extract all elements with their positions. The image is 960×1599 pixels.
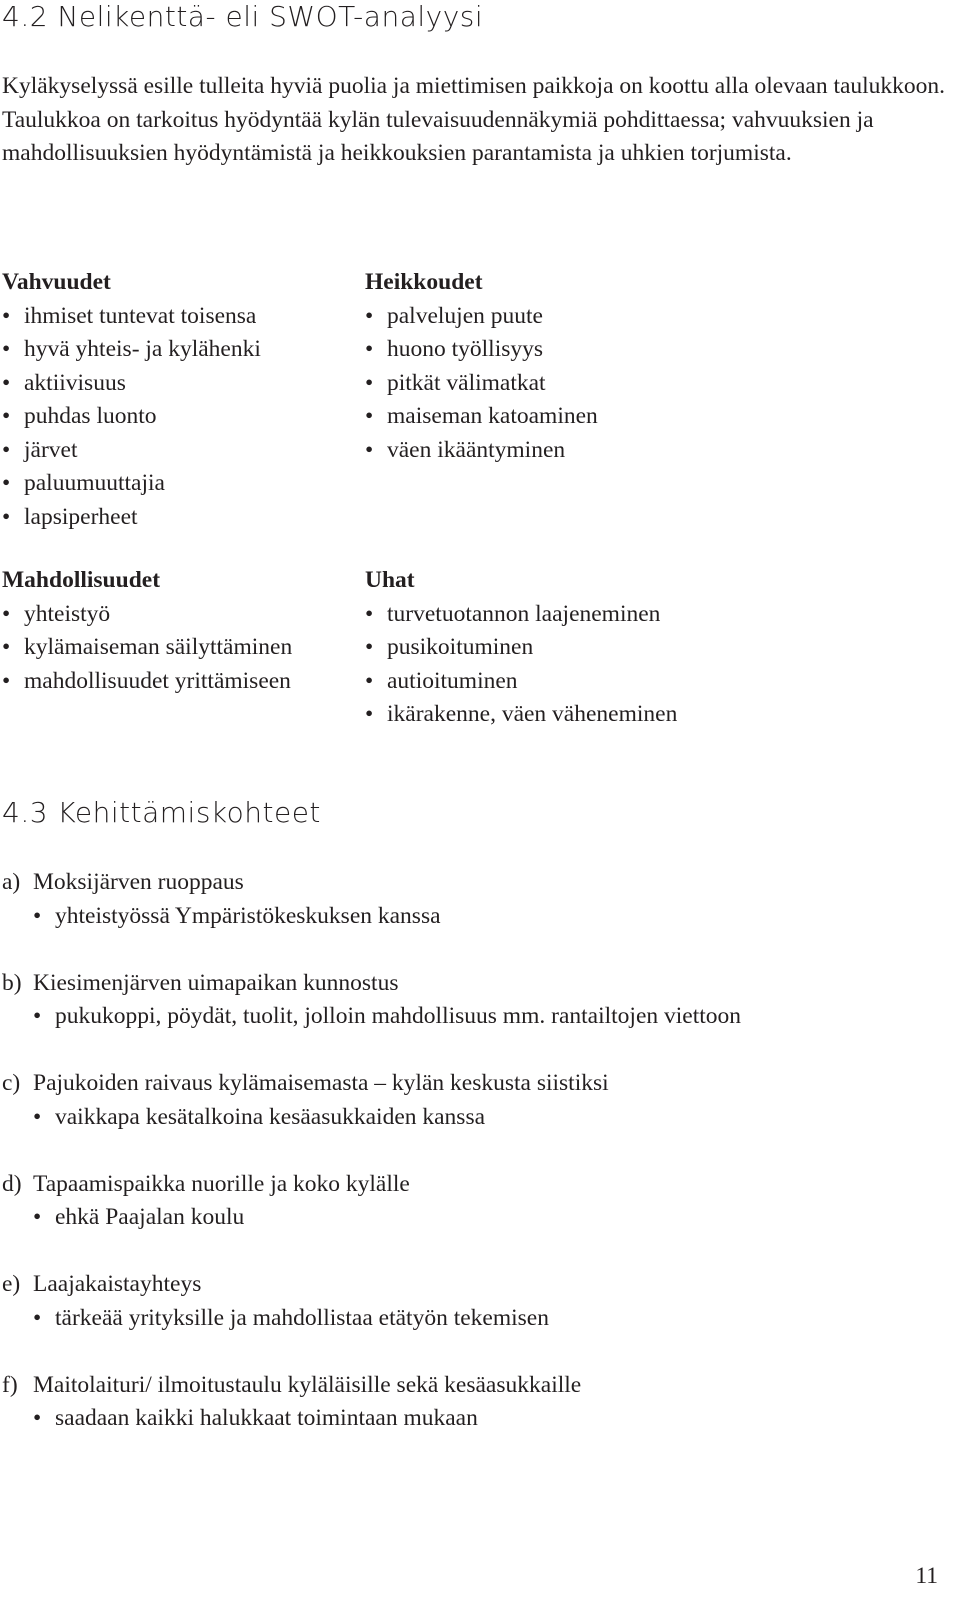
list-item: • kylämaiseman säilyttäminen [2, 631, 292, 665]
swot-opportunities-title: Mahdollisuudet [2, 567, 161, 593]
bullet-icon: • [33, 1103, 42, 1130]
swot-opportunities [2, 564, 292, 698]
item-letter: f) [2, 1371, 18, 1398]
swot-threats-title: Uhat [365, 567, 415, 593]
list-item: • lapsiperheet [2, 501, 261, 535]
development-item [2, 1168, 952, 1235]
bullet-icon: • [33, 1405, 42, 1431]
swot-strengths-list [2, 300, 261, 535]
item-subtext: ehkä Paajalan koulu [55, 1204, 245, 1230]
list-item: • turvetuotannon laajeneminen [365, 598, 677, 632]
page-number: 11 [915, 1563, 938, 1589]
swot-strengths [2, 266, 261, 534]
bullet-icon: • [33, 902, 42, 929]
list-item: • aktiivisuus [2, 367, 261, 401]
development-item [2, 1268, 952, 1335]
list-item: • maiseman katoaminen [365, 400, 598, 434]
item-text: Moksijärven ruoppaus [33, 869, 244, 895]
development-item [2, 1067, 952, 1134]
list-item: • autioituminen [365, 665, 677, 699]
item-subtext: tärkeää yrityksille ja mahdollistaa etätyön tekemisen [55, 1304, 549, 1331]
list-item: • puhdas luonto [2, 400, 261, 434]
item-text: Laajakaistayhteys [33, 1271, 202, 1297]
item-letter: e) [2, 1271, 21, 1297]
list-item: • hyvä yhteis- ja kylähenki [2, 333, 261, 367]
development-list [2, 866, 952, 1469]
list-item: • yhteistyö [2, 598, 292, 632]
swot-threats [365, 564, 677, 732]
item-subtext: vaikkapa kesätalkoina kesäasukkaiden kanssa [55, 1103, 486, 1130]
bullet-icon: • [33, 1003, 42, 1029]
development-item [2, 1369, 952, 1436]
bullet-icon: • [33, 1204, 42, 1230]
swot-threats-list [365, 598, 677, 732]
swot-strengths-title: Vahvuudet [2, 269, 111, 295]
item-text: Kiesimenjärven uimapaikan kunnostus [33, 969, 399, 996]
list-item: • mahdollisuudet yrittämiseen [2, 665, 292, 699]
list-item: • pitkät välimatkat [365, 367, 598, 401]
swot-opportunities-list [2, 598, 292, 699]
item-subtext: saadaan kaikki halukkaat toimintaan mukaan [55, 1405, 478, 1431]
list-item: • huono työllisyys [365, 333, 598, 367]
list-item: • ihmiset tuntevat toisensa [2, 300, 261, 334]
list-item: • palvelujen puute [365, 300, 598, 334]
item-text: Maitolaituri/ ilmoitustaulu kyläläisille sekä kesäasukkaille [33, 1371, 582, 1398]
list-item: • ikärakenne, väen väheneminen [365, 698, 677, 732]
item-letter: c) [2, 1070, 21, 1096]
item-text: Pajukoiden raivaus kylämaisemasta – kylän keskusta siistiksi [33, 1070, 609, 1096]
item-letter: b) [2, 969, 22, 996]
development-item [2, 866, 952, 933]
swot-weaknesses-list [365, 300, 598, 468]
bullet-icon: • [33, 1304, 42, 1331]
swot-weaknesses [365, 266, 598, 467]
list-item: • väen ikääntyminen [365, 434, 598, 468]
item-letter: a) [2, 869, 21, 895]
item-letter: d) [2, 1170, 22, 1197]
item-text: Tapaamispaikka nuorille ja koko kylälle [33, 1170, 410, 1197]
section-heading-swot: 4.2 Nelikenttä- eli SWOT-analyysi [2, 0, 484, 33]
list-item: • järvet [2, 434, 261, 468]
item-subtext: pukukoppi, pöydät, tuolit, jolloin mahdollisuus mm. rantailtojen viettoon [55, 1003, 742, 1029]
development-item [2, 967, 952, 1034]
section-heading-development: 4.3 Kehittämiskohteet [2, 796, 321, 829]
list-item: • paluumuuttajia [2, 467, 261, 501]
item-subtext: yhteistyössä Ympäristökeskuksen kanssa [55, 902, 441, 929]
intro-paragraph: Kyläkyselyssä esille tulleita hyviä puolia ja miettimisen paikkoja on koottu alla olevaan taulukkoon. Taulukkoa on tarkoitus hyödyntää kylän tulevaisuudennäkymiä pohdittaessa; vahvuuksien ja mahdollisuuksien hyödyntämistä ja heikkouksien parantamista ja uhkien torjumista. [2, 73, 946, 166]
swot-weaknesses-title: Heikkoudet [365, 269, 483, 295]
list-item: • pusikoituminen [365, 631, 677, 665]
